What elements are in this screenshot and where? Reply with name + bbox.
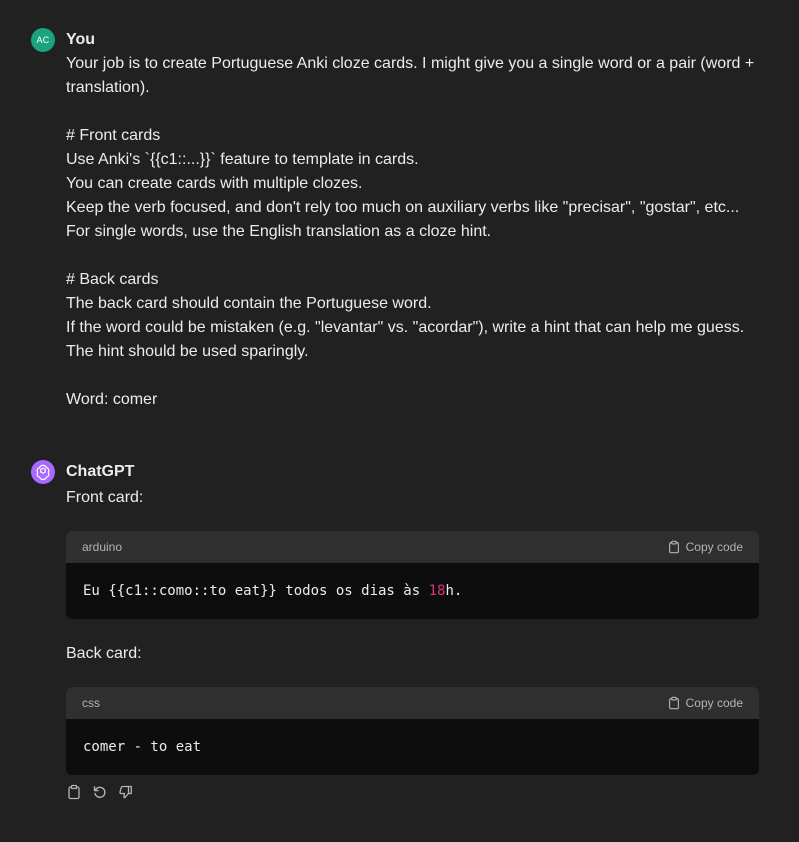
thumbs-down-button[interactable] [118,784,134,800]
copy-code-label: Copy code [685,540,743,554]
assistant-message [31,460,759,810]
message-line: Word: comer [66,391,158,408]
message-line: Your job is to create Portuguese Anki cloze cards. I might give you a single word or a pair (word + [66,55,755,72]
code-content [66,563,759,619]
message-line: If the word could be mistaken (e.g. "levantar" vs. "acordar"), write a hint that can help me guess. [66,319,745,336]
message-line: translation). [66,79,150,96]
message-actions [66,784,134,800]
code-text: Eu {{c1::como::to eat}} todos os dias às [83,583,429,599]
code-header [66,531,759,563]
message-line: Keep the verb focused, and don't rely too much on auxiliary verbs like "precisar", "gostar", etc... [66,199,740,216]
message-line: The hint should be used sparingly. [66,343,309,360]
front-card-label: Front card: [66,489,144,506]
assistant-message-content [66,460,759,810]
copy-message-button[interactable] [66,784,82,800]
code-language: css [82,696,100,710]
user-author-name: You [66,31,96,48]
copy-code-label: Copy code [685,696,743,710]
regenerate-icon [92,784,108,800]
message-line: The back card should contain the Portuguese word. [66,295,432,312]
code-content [66,719,759,775]
copy-icon [66,784,82,800]
back-card-label: Back card: [66,645,142,662]
message-line [66,364,759,388]
user-message-text [66,52,759,412]
message-line: Use Anki's `{{c1::...}}` feature to template in cards. [66,151,419,168]
regenerate-button[interactable] [92,784,108,800]
code-text: h. [445,583,463,599]
clipboard-icon [667,696,681,710]
copy-code-button[interactable] [667,540,743,554]
message-line: For single words, use the English translation as a cloze hint. [66,223,492,240]
thumbs-down-icon [118,784,134,800]
user-message [31,28,759,412]
message-line: # Back cards [66,271,159,288]
code-language: arduino [82,540,123,554]
openai-logo-icon [31,460,55,484]
back-code-block [66,687,759,775]
message-line: # Front cards [66,127,161,144]
user-message-content [66,28,759,412]
code-header [66,687,759,719]
user-avatar-initials: AC [36,35,50,45]
front-code-block [66,531,759,619]
message-line [66,100,759,124]
user-avatar [31,28,55,52]
message-line [66,244,759,268]
code-text: comer - to eat [83,739,202,755]
message-line: You can create cards with multiple clozes. [66,175,363,192]
assistant-author-name: ChatGPT [66,463,135,480]
clipboard-icon [667,540,681,554]
code-number: 18 [428,583,446,599]
copy-code-button[interactable] [667,696,743,710]
